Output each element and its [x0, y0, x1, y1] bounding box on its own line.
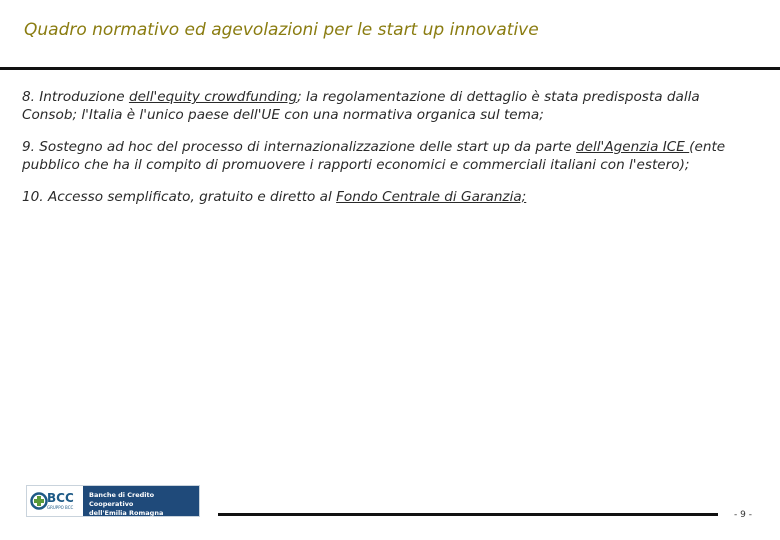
- content-body: [22, 88, 742, 220]
- logo-acronym: BCC: [47, 491, 74, 505]
- item-text: 10. Accesso semplificato, gratuito e diretto al: [22, 189, 337, 205]
- equity-crowdfunding-link[interactable]: dell'equity crowdfunding: [128, 89, 298, 105]
- footer-divider: [218, 513, 718, 516]
- item-text: ; la regolamentazione di dettaglio è stata predisposta dalla Consob; l'Italia è l'unico paese dell'UE con una normativa organica sul tema;: [22, 89, 700, 123]
- item-text: (ente pubblico che ha il compito di promuovere i rapporti economici e commerciali italiani con l'estero);: [22, 139, 726, 173]
- page-number: - 9 -: [734, 510, 752, 520]
- item-text: 8. Introduzione: [22, 89, 129, 105]
- list-item: [22, 88, 742, 124]
- agenzia-ice-link[interactable]: dell'Agenzia ICE: [576, 139, 690, 155]
- bcc-logo: [26, 485, 200, 517]
- logo-name-line2: dell'Emilia Romagna: [89, 509, 164, 517]
- list-item: [22, 188, 742, 206]
- title-divider: [0, 67, 780, 70]
- bcc-logo-mark: [27, 486, 83, 516]
- fondo-garanzia-link[interactable]: Fondo Centrale di Garanzia;: [336, 189, 527, 205]
- bcc-emblem-icon: [30, 492, 48, 510]
- logo-tagline: GRUPPO BCC: [47, 505, 74, 510]
- logo-name-block: [83, 486, 199, 516]
- item-text: 9. Sostegno ad hoc del processo di internazionalizzazione delle start up da parte: [22, 139, 576, 155]
- list-item: [22, 138, 742, 174]
- logo-name-line1: Banche di Credito Cooperativo: [89, 491, 155, 508]
- slide-title: Quadro normativo ed agevolazioni per le start up innovative: [24, 20, 539, 40]
